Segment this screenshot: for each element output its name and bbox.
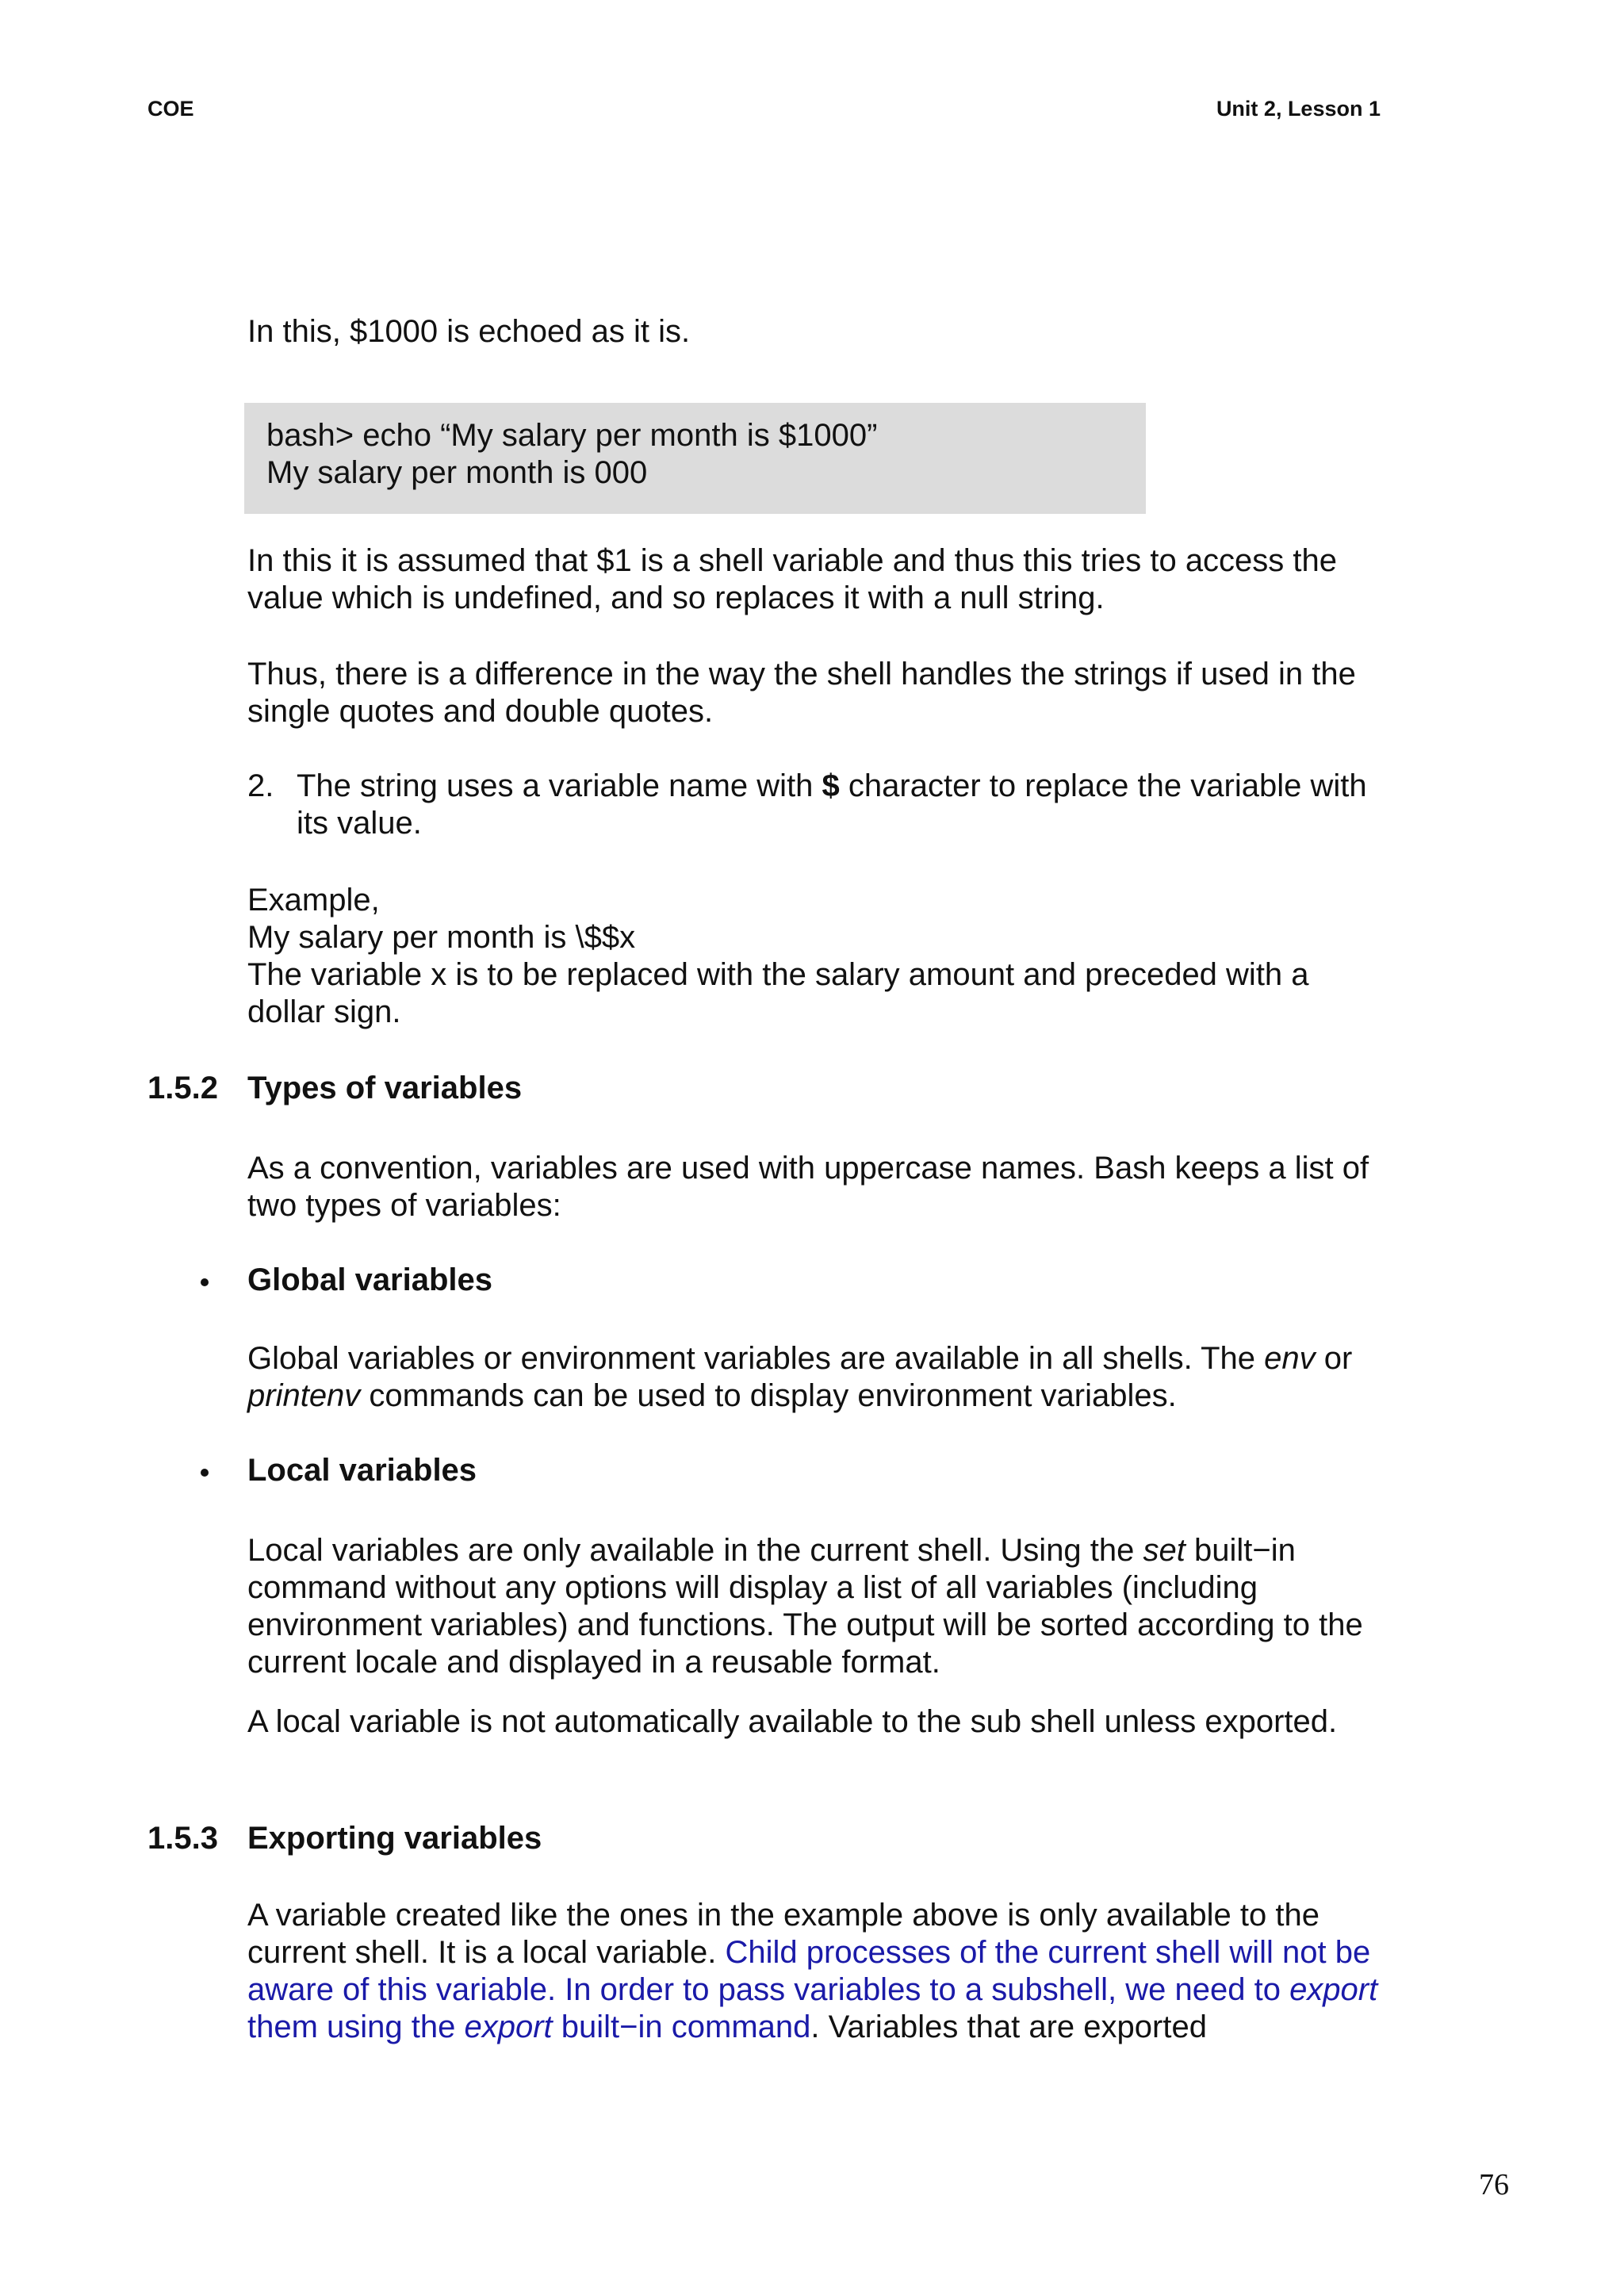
- code-block: [244, 403, 1146, 514]
- section-title-types-of-variables: Types of variables: [247, 1071, 523, 1105]
- section-title-exporting-variables: Exporting variables: [247, 1821, 542, 1856]
- global-text-before: Global variables or environment variables are available in all shells. The: [247, 1341, 1265, 1376]
- page-number: 76: [1479, 2168, 1509, 2201]
- dollar-character: $: [822, 768, 840, 803]
- exporting-blue-3: built−in command: [552, 2010, 811, 2044]
- list-item-number: 2.: [247, 768, 274, 803]
- export-command-1: export: [1289, 1972, 1378, 2007]
- bullet-title-global-variables: Global variables: [247, 1262, 493, 1297]
- paragraph-not-available: A local variable is not automatically available to the sub shell unless exported.: [247, 1704, 1338, 1739]
- export-command-2: export: [464, 2010, 553, 2044]
- list-item-text-before: The string uses a variable name with: [297, 768, 822, 803]
- paragraph-difference: Thus, there is a difference in the way the shell handles the strings if used in the single quotes and double quotes.: [247, 657, 1356, 729]
- page-header-right: Unit 2, Lesson 1: [1216, 97, 1381, 121]
- code-line-command: bash> echo “My salary per month is $1000”: [266, 418, 878, 453]
- local-text-before: Local variables are only available in the current shell. Using the: [247, 1533, 1143, 1568]
- code-line-output: My salary per month is 000: [266, 455, 648, 490]
- global-text-or: or: [1315, 1341, 1353, 1376]
- exporting-text-1: A variable created like the ones in the example above is only available to the current shell. It is a local variable.: [247, 1898, 1320, 1970]
- example-line-2: The variable x is to be replaced with the salary amount and preceded with a dollar sign.: [247, 957, 1309, 1029]
- example-block: [247, 882, 1389, 1031]
- section-number-1-5-3: 1.5.3: [147, 1821, 218, 1856]
- set-command: set: [1143, 1533, 1185, 1568]
- example-line-1: My salary per month is \$$x: [247, 920, 636, 955]
- list-item-text-after: character to replace the variable with its value.: [297, 768, 1367, 841]
- list-item-text: [297, 768, 1391, 842]
- section-number-1-5-2: 1.5.2: [147, 1071, 218, 1105]
- local-text-after: built−in command without any options will display a list of all variables (including environment variables) and functions. The output will be sorted according to the current locale and displayed in a reusable format.: [247, 1533, 1363, 1680]
- bullet-title-local-variables: Local variables: [247, 1453, 477, 1488]
- env-command: env: [1264, 1341, 1316, 1376]
- paragraph-exporting: [247, 1897, 1389, 2046]
- bullet-icon: [201, 1469, 209, 1477]
- page-header-left: COE: [147, 97, 194, 121]
- example-label: Example,: [247, 883, 380, 918]
- paragraph-local-variables: [247, 1532, 1389, 1681]
- global-text-after: commands can be used to display environment variables.: [360, 1378, 1177, 1413]
- bullet-icon: [201, 1278, 209, 1286]
- exporting-blue-1: Child processes of the current shell will not be aware of this variable. In order to pass variables to a subshell, we need to: [247, 1935, 1371, 2007]
- paragraph-global-variables: [247, 1340, 1389, 1415]
- printenv-command: printenv: [247, 1378, 361, 1413]
- paragraph-assumed: In this it is assumed that $1 is a shell variable and thus this tries to access the value which is undefined, and so replaces it with a null string.: [247, 543, 1338, 615]
- exporting-blue-2: them using the: [247, 2010, 465, 2044]
- exporting-text-2: . Variables that are exported: [810, 2010, 1207, 2044]
- paragraph-echoed: In this, $1000 is echoed as it is.: [247, 314, 691, 349]
- paragraph-convention: As a convention, variables are used with uppercase names. Bash keeps a list of two types of variables:: [247, 1151, 1369, 1223]
